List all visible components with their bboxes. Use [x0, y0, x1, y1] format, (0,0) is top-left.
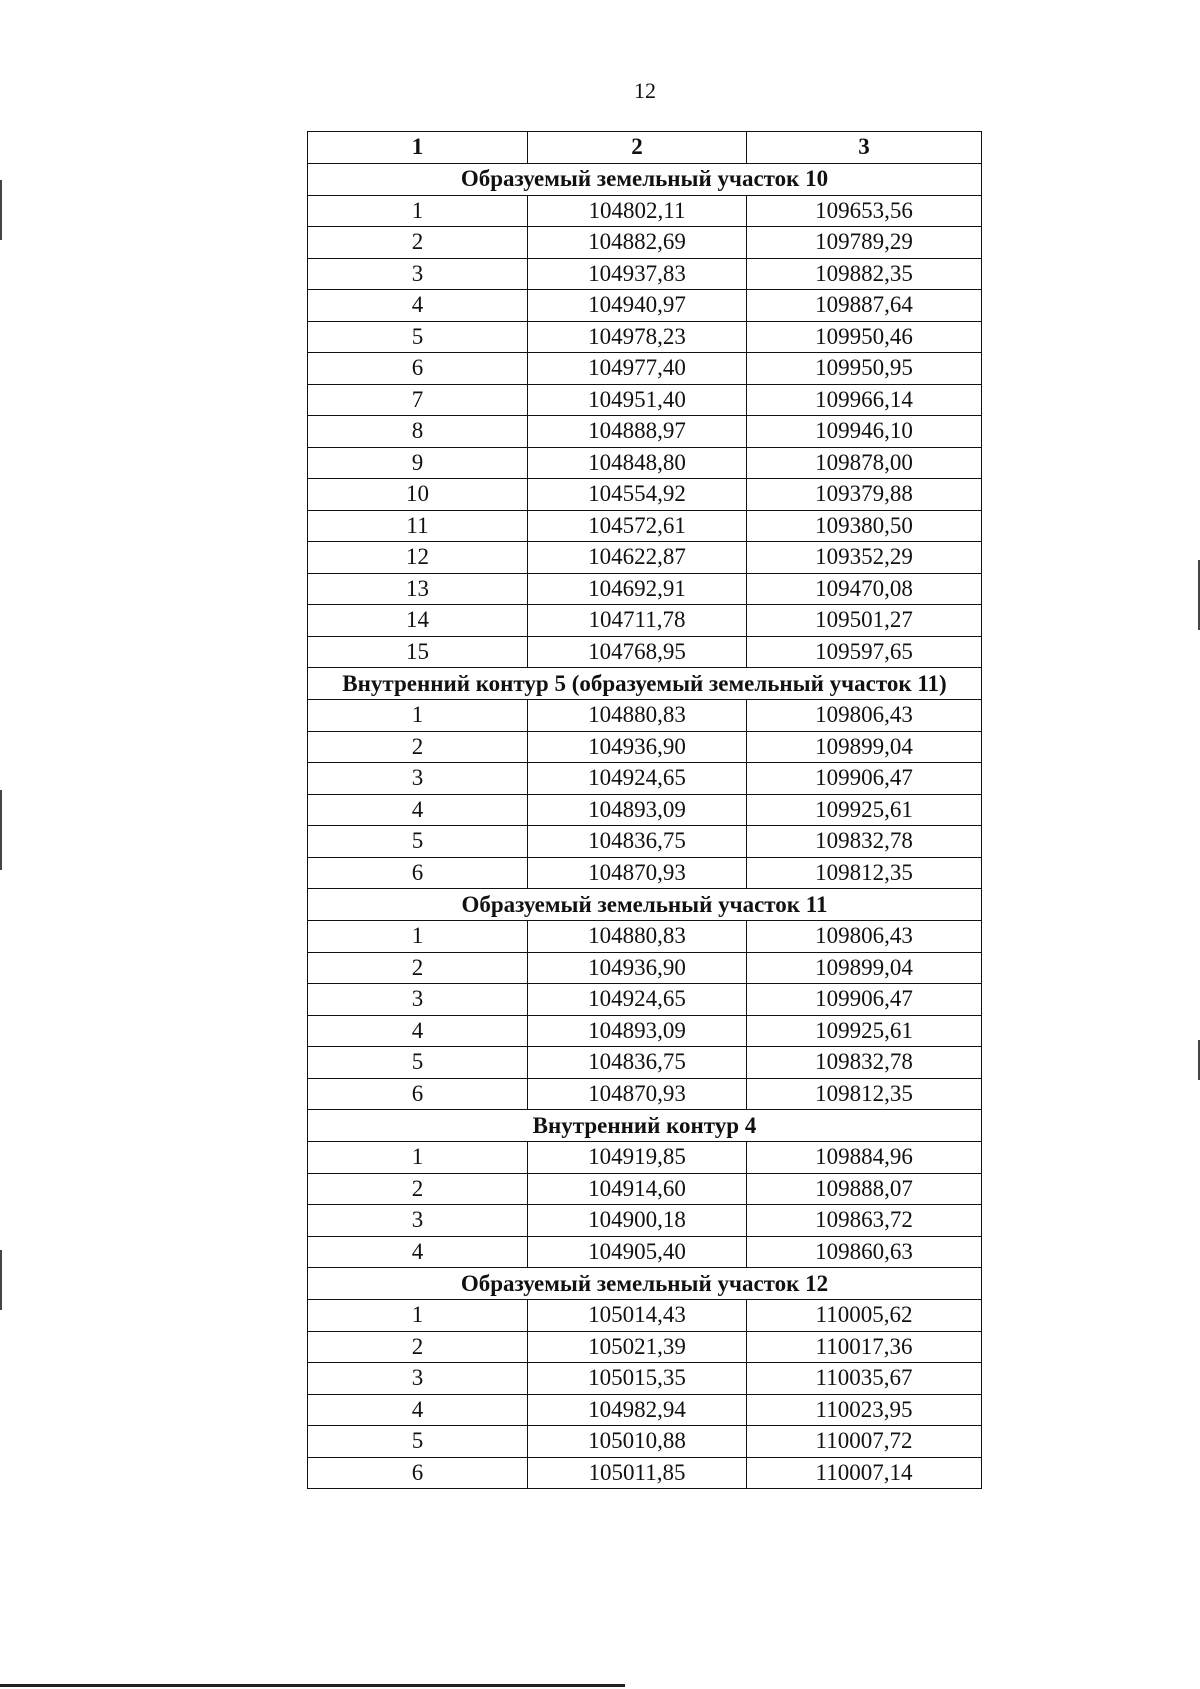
point-number-cell: 7	[308, 384, 528, 416]
table-body	[308, 163, 982, 1489]
point-number-cell: 1	[308, 700, 528, 732]
page-number: 12	[634, 78, 656, 103]
point-number-cell: 3	[308, 984, 528, 1016]
point-number-cell: 3	[308, 763, 528, 795]
table-row	[308, 1236, 982, 1268]
table-row	[308, 353, 982, 385]
x-coordinate-cell: 104692,91	[528, 573, 747, 605]
table-row	[308, 227, 982, 259]
y-coordinate-cell: 109946,10	[747, 416, 982, 448]
table-row	[308, 1015, 982, 1047]
point-number-cell: 5	[308, 1426, 528, 1458]
section-title: Образуемый земельный участок 12	[308, 1268, 982, 1300]
point-number-cell: 2	[308, 1173, 528, 1205]
table-row	[308, 1300, 982, 1332]
y-coordinate-cell: 109925,61	[747, 794, 982, 826]
x-coordinate-cell: 105014,43	[528, 1300, 747, 1332]
point-number-cell: 8	[308, 416, 528, 448]
table-row	[308, 384, 982, 416]
table-row	[308, 794, 982, 826]
table-row	[308, 763, 982, 795]
section-header-row	[308, 1110, 982, 1142]
table-row	[308, 1173, 982, 1205]
y-coordinate-cell: 110035,67	[747, 1363, 982, 1395]
point-number-cell: 3	[308, 1363, 528, 1395]
y-coordinate-cell: 109860,63	[747, 1236, 982, 1268]
x-coordinate-cell: 104870,93	[528, 1078, 747, 1110]
y-coordinate-cell: 109887,64	[747, 290, 982, 322]
y-coordinate-cell: 109966,14	[747, 384, 982, 416]
y-coordinate-cell: 109832,78	[747, 826, 982, 858]
section-title: Образуемый земельный участок 10	[308, 163, 982, 195]
table-row	[308, 542, 982, 574]
x-coordinate-cell: 104905,40	[528, 1236, 747, 1268]
coordinates-table	[307, 131, 982, 1489]
x-coordinate-cell: 104622,87	[528, 542, 747, 574]
scan-bottom-edge	[0, 1684, 625, 1687]
point-number-cell: 4	[308, 1394, 528, 1426]
table-row	[308, 1363, 982, 1395]
point-number-cell: 1	[308, 1142, 528, 1174]
x-coordinate-cell: 104893,09	[528, 1015, 747, 1047]
y-coordinate-cell: 109888,07	[747, 1173, 982, 1205]
y-coordinate-cell: 109806,43	[747, 921, 982, 953]
point-number-cell: 10	[308, 479, 528, 511]
x-coordinate-cell: 104880,83	[528, 921, 747, 953]
point-number-cell: 1	[308, 921, 528, 953]
x-coordinate-cell: 104880,83	[528, 700, 747, 732]
y-coordinate-cell: 110017,36	[747, 1331, 982, 1363]
section-header-row	[308, 668, 982, 700]
point-number-cell: 4	[308, 794, 528, 826]
y-coordinate-cell: 109906,47	[747, 984, 982, 1016]
y-coordinate-cell: 109899,04	[747, 952, 982, 984]
point-number-cell: 12	[308, 542, 528, 574]
point-number-cell: 3	[308, 1205, 528, 1237]
table-row	[308, 1078, 982, 1110]
x-coordinate-cell: 104924,65	[528, 984, 747, 1016]
x-coordinate-cell: 104848,80	[528, 447, 747, 479]
point-number-cell: 1	[308, 1300, 528, 1332]
x-coordinate-cell: 104919,85	[528, 1142, 747, 1174]
table-row	[308, 1142, 982, 1174]
table-row	[308, 700, 982, 732]
table-row	[308, 258, 982, 290]
x-coordinate-cell: 104936,90	[528, 731, 747, 763]
section-header-row	[308, 889, 982, 921]
point-number-cell: 2	[308, 1331, 528, 1363]
x-coordinate-cell: 105015,35	[528, 1363, 747, 1395]
point-number-cell: 1	[308, 195, 528, 227]
section-title: Внутренний контур 5 (образуемый земельный участок 11)	[308, 668, 982, 700]
point-number-cell: 6	[308, 1457, 528, 1489]
table-row	[308, 857, 982, 889]
table-row	[308, 416, 982, 448]
point-number-cell: 2	[308, 952, 528, 984]
table-row	[308, 1331, 982, 1363]
x-coordinate-cell: 104836,75	[528, 1047, 747, 1079]
x-coordinate-cell: 104982,94	[528, 1394, 747, 1426]
point-number-cell: 14	[308, 605, 528, 637]
x-coordinate-cell: 105021,39	[528, 1331, 747, 1363]
y-coordinate-cell: 109863,72	[747, 1205, 982, 1237]
y-coordinate-cell: 109812,35	[747, 857, 982, 889]
table-row	[308, 510, 982, 542]
x-coordinate-cell: 105010,88	[528, 1426, 747, 1458]
x-coordinate-cell: 104802,11	[528, 195, 747, 227]
section-title: Внутренний контур 4	[308, 1110, 982, 1142]
x-coordinate-cell: 104936,90	[528, 952, 747, 984]
x-coordinate-cell: 104882,69	[528, 227, 747, 259]
column-header-3: 3	[747, 132, 982, 164]
table-header-row	[308, 132, 982, 164]
y-coordinate-cell: 109470,08	[747, 573, 982, 605]
point-number-cell: 6	[308, 1078, 528, 1110]
y-coordinate-cell: 109882,35	[747, 258, 982, 290]
column-header-2: 2	[528, 132, 747, 164]
table-row	[308, 921, 982, 953]
scan-edge-mark	[0, 1250, 2, 1310]
y-coordinate-cell: 109884,96	[747, 1142, 982, 1174]
point-number-cell: 5	[308, 1047, 528, 1079]
y-coordinate-cell: 110023,95	[747, 1394, 982, 1426]
y-coordinate-cell: 109950,95	[747, 353, 982, 385]
table-row	[308, 1457, 982, 1489]
table-row	[308, 1205, 982, 1237]
x-coordinate-cell: 104768,95	[528, 636, 747, 668]
section-header-row	[308, 1268, 982, 1300]
y-coordinate-cell: 109380,50	[747, 510, 982, 542]
table-row	[308, 1426, 982, 1458]
table-row	[308, 1047, 982, 1079]
y-coordinate-cell: 109812,35	[747, 1078, 982, 1110]
y-coordinate-cell: 109878,00	[747, 447, 982, 479]
y-coordinate-cell: 109899,04	[747, 731, 982, 763]
point-number-cell: 6	[308, 353, 528, 385]
y-coordinate-cell: 109352,29	[747, 542, 982, 574]
y-coordinate-cell: 110005,62	[747, 1300, 982, 1332]
section-header-row	[308, 163, 982, 195]
x-coordinate-cell: 104978,23	[528, 321, 747, 353]
point-number-cell: 11	[308, 510, 528, 542]
x-coordinate-cell: 104888,97	[528, 416, 747, 448]
point-number-cell: 5	[308, 826, 528, 858]
x-coordinate-cell: 104870,93	[528, 857, 747, 889]
x-coordinate-cell: 104940,97	[528, 290, 747, 322]
x-coordinate-cell: 104572,61	[528, 510, 747, 542]
table-row	[308, 1394, 982, 1426]
table-row	[308, 952, 982, 984]
y-coordinate-cell: 109950,46	[747, 321, 982, 353]
point-number-cell: 3	[308, 258, 528, 290]
y-coordinate-cell: 109379,88	[747, 479, 982, 511]
x-coordinate-cell: 104937,83	[528, 258, 747, 290]
table-row	[308, 573, 982, 605]
table-row	[308, 984, 982, 1016]
point-number-cell: 5	[308, 321, 528, 353]
table-row	[308, 447, 982, 479]
point-number-cell: 13	[308, 573, 528, 605]
x-coordinate-cell: 104951,40	[528, 384, 747, 416]
x-coordinate-cell: 104900,18	[528, 1205, 747, 1237]
point-number-cell: 2	[308, 227, 528, 259]
x-coordinate-cell: 104554,92	[528, 479, 747, 511]
y-coordinate-cell: 109832,78	[747, 1047, 982, 1079]
y-coordinate-cell: 109597,65	[747, 636, 982, 668]
point-number-cell: 4	[308, 1236, 528, 1268]
x-coordinate-cell: 104924,65	[528, 763, 747, 795]
y-coordinate-cell: 110007,14	[747, 1457, 982, 1489]
point-number-cell: 6	[308, 857, 528, 889]
point-number-cell: 2	[308, 731, 528, 763]
y-coordinate-cell: 109806,43	[747, 700, 982, 732]
y-coordinate-cell: 109501,27	[747, 605, 982, 637]
table-row	[308, 195, 982, 227]
table-row	[308, 731, 982, 763]
scan-edge-mark	[0, 790, 2, 870]
y-coordinate-cell: 110007,72	[747, 1426, 982, 1458]
y-coordinate-cell: 109789,29	[747, 227, 982, 259]
table-row	[308, 479, 982, 511]
x-coordinate-cell: 105011,85	[528, 1457, 747, 1489]
point-number-cell: 15	[308, 636, 528, 668]
section-title: Образуемый земельный участок 11	[308, 889, 982, 921]
y-coordinate-cell: 109906,47	[747, 763, 982, 795]
table-row	[308, 290, 982, 322]
table-row	[308, 826, 982, 858]
x-coordinate-cell: 104836,75	[528, 826, 747, 858]
table-row	[308, 636, 982, 668]
y-coordinate-cell: 109653,56	[747, 195, 982, 227]
x-coordinate-cell: 104711,78	[528, 605, 747, 637]
point-number-cell: 4	[308, 1015, 528, 1047]
table-row	[308, 605, 982, 637]
point-number-cell: 4	[308, 290, 528, 322]
table-row	[308, 321, 982, 353]
x-coordinate-cell: 104977,40	[528, 353, 747, 385]
x-coordinate-cell: 104914,60	[528, 1173, 747, 1205]
scan-edge-mark	[0, 180, 2, 240]
point-number-cell: 9	[308, 447, 528, 479]
column-header-1: 1	[308, 132, 528, 164]
x-coordinate-cell: 104893,09	[528, 794, 747, 826]
y-coordinate-cell: 109925,61	[747, 1015, 982, 1047]
